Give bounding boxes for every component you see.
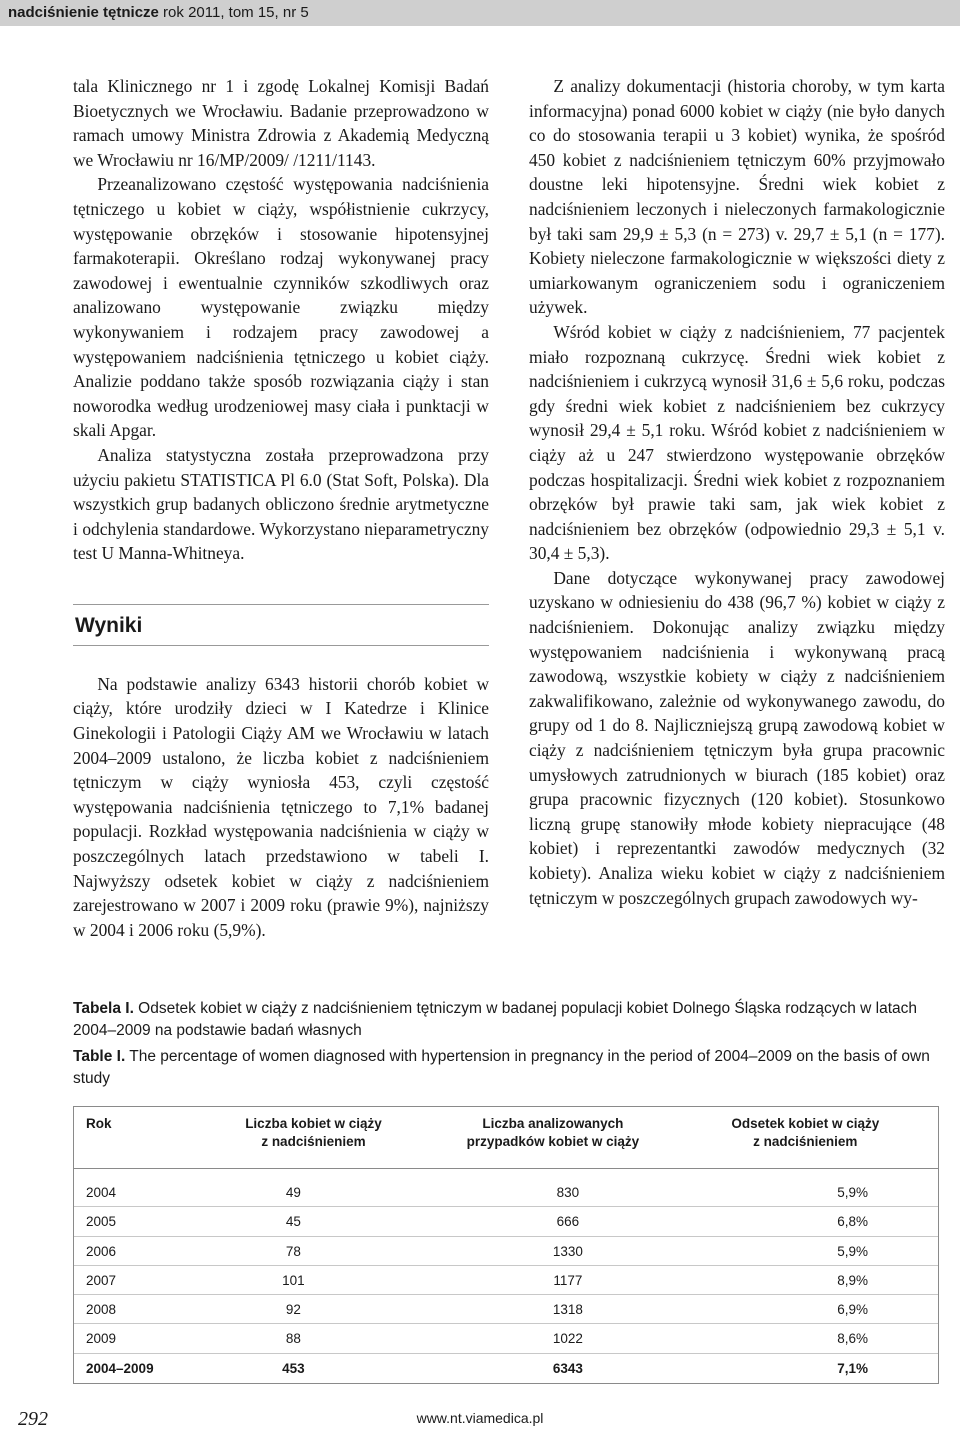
table-row [74,1324,938,1353]
table-cell: 101 [282,1272,305,1288]
page-number: 292 [18,1408,48,1430]
table-cell: 6343 [552,1360,583,1376]
paragraph: Na podstawie analizy 6343 historii chorób kobiet w ciąży, które urodziły dzieci w I Katedrze i Klinice Ginekologii i Patologii Ciąży AM we Wrocławiu w latach 2004–2009 ustalono, że liczba kobiet z nadciśnieniem tętniczym w ciąży wyniosła 453, czyli częstość występowania nadciśnienia tętniczego to 7,1% badanej populacji. Rozkład występowania nadciśnienia w ciąży w poszczególnych latach przedstawiono w tabeli I. Najwyższy odsetek kobiet w ciąży z nadciśnieniem zarejestrowano w 2007 i 2009 roku (prawie 9%), najniższy w 2004 i 2006 roku (5,9%). [73,673,489,940]
caption-text: Odsetek kobiet w ciąży z nadciśnieniem tętniczym w badanej populacji kobiet Dolnego Śląska rodzących w latach 2004–2009 na podstawie badań własnych [73,1000,918,1039]
table-row [74,1237,938,1266]
table-cell: 830 [556,1185,580,1200]
table-cell: 8,6% [837,1331,868,1347]
caption-text: The percentage of women diagnosed with hypertension in pregnancy in the period of 2004–2009 on the basis of own study [73,1048,930,1087]
table-row [74,1266,938,1295]
paragraph: Dane dotyczące wykonywanej pracy zawodowej uzyskano w odniesieniu do 438 (96,7 %) kobiet w ciąży z nadciśnieniem. Dokonując analizy związku między występowaniem nadciśnienia i wykonywaną pracą zawodową, wszystkie kobiety w ciąży z nadciśnieniem zakwalifikowano, zależnie od wykonywanego zawodu, do grupy od 1 do 8. Najliczniejszą grupą zawodową kobiet w ciąży z nadciśnieniem tętniczym była grupa pracownic umysłowych zatrudnionych w biurach (185 kobiet) oraz grupa pracownic fizycznych (120 kobiet). Stosunkowo liczną grupę stanowiły młode kobiety niepracujące (48 kobiet) i reprezentantki zawodów medycznych (32 kobiety). Analiza wieku kobiet w ciąży z nadciśnieniem tętniczym w poszczególnych grupach zawodowych wy- [529,567,945,908]
paragraph: tala Klinicznego nr 1 i zgodę Lokalnej Komisji Badań Bioetycznych we Wrocławiu. Badanie przeprowadzono w ramach umowy Ministra Zdrowia z Akademią Medyczną we Wrocławiu nr 16/MP/2009/ /1211/1143. [73,76,489,170]
table-cell: 1177 [553,1272,583,1288]
table-cell: 92 [285,1302,301,1318]
table-row [74,1295,938,1324]
table-cell: 2004 [86,1185,117,1200]
table-row [74,1207,938,1236]
journal-name: nadciśnienie tętnicze [8,4,159,21]
table-cell: 7,1% [837,1360,868,1376]
data-table [73,1106,939,1384]
table-header-cell: Liczba kobiet w ciąży z nadciśnieniem [245,1116,382,1149]
table-cell: 2004–2009 [86,1360,154,1376]
table-cell: 666 [556,1214,580,1230]
table-cell: 1022 [552,1331,583,1347]
table-header-row [74,1107,938,1169]
caption-label: Table I. [73,1048,126,1065]
table-cell: 2007 [86,1272,117,1288]
table-cell: 88 [285,1331,301,1347]
table-header-cell: Liczba analizowanych przypadków kobiet w ciąży [466,1116,640,1149]
caption-label: Tabela I. [73,1000,134,1017]
table-cell: 5,9% [837,1185,868,1200]
table-cell: 2005 [86,1214,117,1230]
footer-url: www.nt.viamedica.pl [416,1410,544,1426]
table-row [74,1354,938,1383]
right-column [529,74,945,910]
table-cell: 5,9% [837,1243,868,1259]
table-row [74,1178,938,1207]
paragraph: Z analizy dokumentacji (historia choroby, w tym karta informacyjna) ponad 6000 kobiet w ciąży (nie było danych co do stosowania terapii u 3 kobiet) wynika, że spośród 450 kobiet z nadciśnieniem tętniczym 60% przyjmowało doustne leki hipotensyjne. Średni wiek kobiet z nadciśnieniem leczonych i nieleczonych farmakologicznie był taki sam 29,9 ± 5,3 (n = 273) v. 29,7 ± 5,1 (n = 177). Kobiety nieleczone farmakologicznie w większości diety z umiarkowanym ograniczeniem sodu i ograniczeniem używek. [529,76,945,318]
table-cell: 453 [282,1360,305,1376]
table-cell: 45 [285,1214,301,1230]
table-cell: 1318 [552,1302,583,1318]
table-caption-english [73,1046,939,1090]
left-column [73,74,489,942]
table-header-cell: Odsetek kobiet w ciąży z nadciśnieniem [731,1116,880,1149]
table-cell: 2009 [86,1331,117,1347]
paragraph: Wśród kobiet w ciąży z nadciśnieniem, 77 pacjentek miało rozpoznaną cukrzycę. Średni wiek kobiet z nadciśnieniem i cukrzycą wynosił 31,6 ± 5,6 roku, podczas gdy średni wiek kobiet z nadciśnieniem bez cukrzycy wynosił 29,4 ± 5,1 roku. Wśród kobiet z nadciśnieniem w ciąży aż u 247 stwierdzono występowanie obrzęków podczas hospitalizacji. Średni wiek kobiet z rozpoznaniem obrzęków był prawie taki sam, jak wiek kobiet z nadciśnieniem bez obrzęków (odpowiednio 29,3 ± 5,1 v. 30,4 ± 5,3). [529,321,945,564]
table-cell: 2006 [86,1243,117,1259]
table-cell: 78 [285,1243,301,1259]
table-cell: 6,8% [837,1214,868,1230]
running-header [0,0,960,26]
table-header-cell: Rok [86,1116,112,1131]
journal-issue: rok 2011, tom 15, nr 5 [158,4,309,21]
table-cell: 2008 [86,1302,117,1318]
section-heading: Wyniki [73,604,489,646]
paragraph: Przeanalizowano częstość występowania nadciśnienia tętniczego u kobiet w ciąży, współistnienie cukrzycy, występowanie obrzęków i stosowanie hipotensyjnej farmakoterapii. Określano rodzaj wykonywanej pracy zawodowej i ewentualnie czynników szkodliwych oraz analizowano występowanie związku między wykonywaniem i rodzajem pracy zawodowej a występowaniem nadciśnienia tętniczego u kobiet ciąży. Analizie poddano także sposób rozwiązania ciąży i stan noworodka według urodzeniowej masy ciała i punktacji w skali Apgar. [73,174,489,441]
paragraph: Analiza statystyczna została przeprowadzona przy użyciu pakietu STATISTICA Pl 6.0 (Stat Soft, Polska). Dla wszystkich grup badanych obliczono średnie arytmetyczne i odchylenia standardowe. Wykorzystano nieparametryczny test U Manna-Whitneya. [73,444,489,564]
table-cell: 1330 [552,1243,583,1259]
table-cell: 6,9% [837,1302,868,1318]
table-caption-polish [73,998,939,1042]
table-cell: 8,9% [837,1272,868,1288]
table-cell: 49 [285,1185,301,1200]
table-body [74,1169,938,1383]
